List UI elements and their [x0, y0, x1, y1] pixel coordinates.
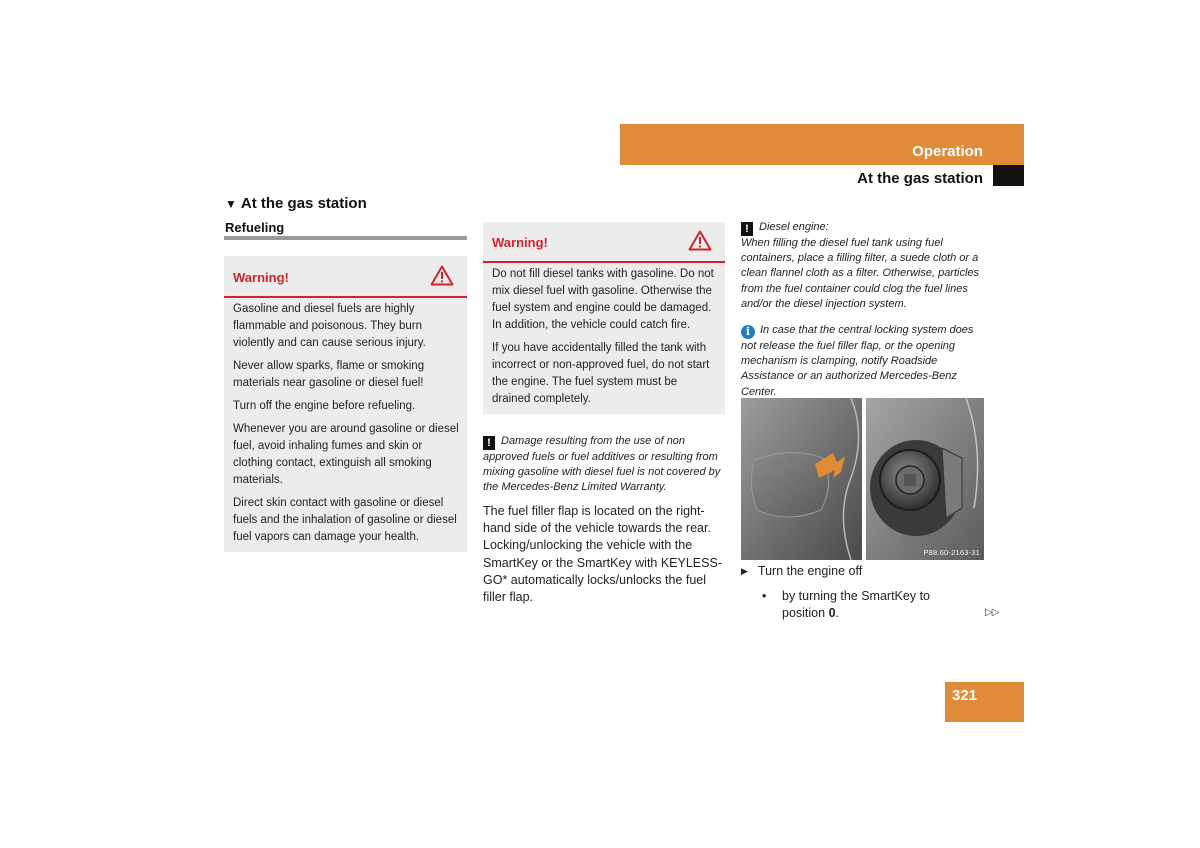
exclamation-icon: ! [741, 222, 753, 236]
fuel-flap-closed-image [741, 398, 862, 560]
info-note-text: In case that the central locking system does not release the fuel filler flap, or the opening mechanism is clamping, notify Roadside Assistance or an authorized Mercedes-Benz Center. [741, 324, 974, 398]
arrow-right-icon: ▶ [741, 566, 748, 576]
info-icon: i [741, 325, 755, 339]
warning-box-diesel [483, 222, 725, 414]
subsection-rule [224, 236, 467, 240]
warning-paragraph: Turn off the engine before refueling. [233, 400, 416, 412]
chapter-title: Operation [912, 143, 983, 160]
step-subitem-end: . [835, 606, 839, 620]
bullet-icon: • [762, 589, 767, 603]
warning-paragraph: Gasoline and diesel fuels are highly flammable and poisonous. They burn violently and can cause serious injury. [233, 303, 426, 349]
warning-header [224, 256, 467, 298]
warning-paragraph: Do not fill diesel tanks with gasoline. Do not mix diesel fuel with gasoline. Otherwise the fuel system and engine could be damaged. In addition, the vehicle could catch fire. [492, 268, 714, 331]
fuel-flap-open-image [866, 398, 984, 560]
warning-body [492, 266, 717, 414]
triangle-down-icon: ▼ [225, 197, 237, 211]
warning-triangle-icon [430, 265, 454, 286]
diesel-note-title: Diesel engine: [759, 221, 829, 233]
warning-paragraph: Direct skin contact with gasoline or diesel fuels and the inhalation of gasoline or diesel fuel vapors can damage your health. [233, 497, 457, 543]
info-note [741, 323, 989, 400]
diesel-note-text: When filling the diesel fuel tank using fuel containers, place a filling filter, a suede cloth or a clean flannel cloth as a filter. Otherwise, particles from the fuel container could clog the fuel lines and/or the diesel injection system. [741, 237, 980, 310]
diesel-note [741, 220, 989, 312]
step-subitem-text-part: by turning the SmartKey to position [782, 589, 930, 620]
header-marker [993, 165, 1024, 186]
step-subitem-position: 0 [828, 606, 836, 620]
warning-header [483, 222, 725, 263]
warning-paragraph: If you have accidentally filled the tank with incorrect or non-approved fuel, do not start the engine. The fuel system must be drained completely. [492, 342, 710, 405]
step-item [741, 564, 862, 578]
section-header-title: At the gas station [857, 170, 983, 187]
step-subitem-text [782, 588, 962, 622]
warning-triangle-icon [688, 230, 712, 251]
fuel-filler-paragraph: The fuel filler flap is located on the right-hand side of the vehicle towards the rear. Locking/unlocking the vehicle with the SmartKey or the SmartKey with KEYLESS-GO* automatically locks/unlocks the fuel filler flap. [483, 504, 722, 605]
step-text: Turn the engine off [757, 564, 863, 578]
damage-note-text: Damage resulting from the use of non approved fuels or fuel additives or resulting from mixing gasoline with diesel fuel is not covered by the Mercedes-Benz Limited Warranty. [483, 435, 721, 494]
warning-body [233, 301, 459, 552]
section-title [225, 195, 367, 212]
warning-box-fuel-hazard [224, 256, 467, 552]
warning-paragraph: Never allow sparks, flame or smoking materials near gasoline or diesel fuel! [233, 360, 425, 389]
subsection-title: Refueling [225, 220, 285, 235]
warning-label: Warning! [233, 270, 289, 285]
section-title-text: At the gas station [240, 195, 367, 212]
step-subitem [762, 588, 962, 622]
warning-paragraph: Whenever you are around gasoline or diesel fuel, avoid inhaling fumes and skin or clothing contact, extinguish all smoking materials. [233, 423, 459, 486]
warning-label: Warning! [492, 235, 548, 250]
page-number: 321 [952, 687, 978, 704]
image-code: P88.60-2163-31 [923, 548, 980, 557]
damage-note [483, 434, 727, 496]
exclamation-icon: ! [483, 436, 495, 450]
fuel-flap-illustration [741, 398, 984, 560]
continued-marker: ▷▷ [985, 607, 999, 618]
